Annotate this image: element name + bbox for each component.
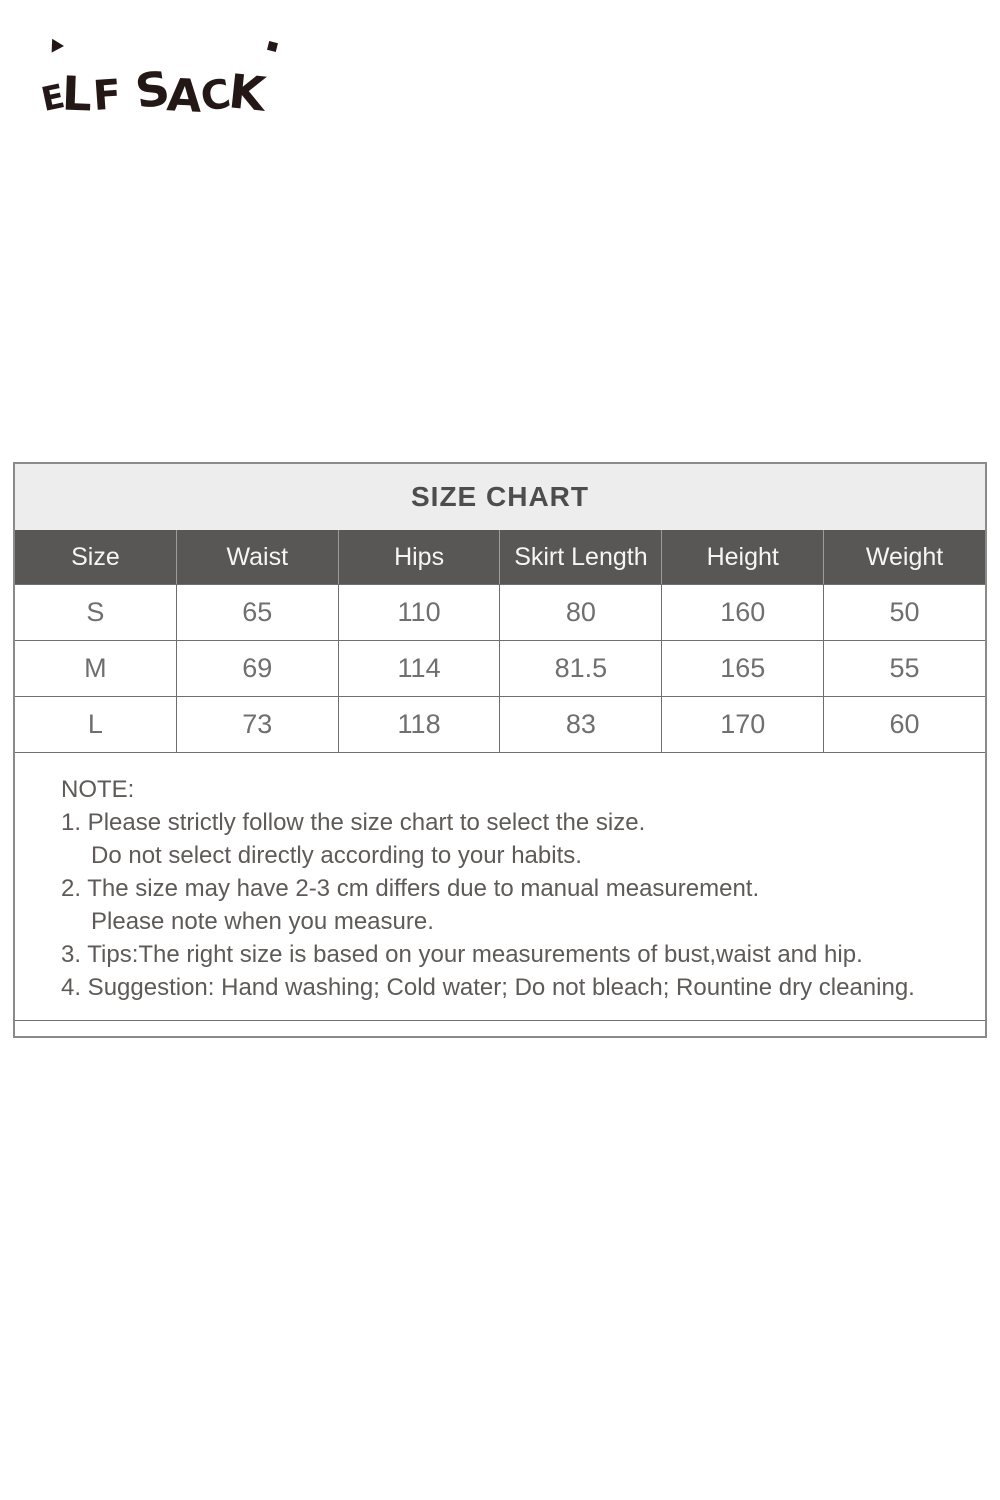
logo-accent-triangle-icon	[46, 35, 64, 52]
note-line: 4. Suggestion: Hand washing; Cold water; Do not bleach; Rountine dry cleaning.	[61, 974, 915, 1001]
cell-waist: 65	[176, 585, 338, 640]
logo-letter: L	[60, 66, 93, 123]
cell-waist: 73	[176, 697, 338, 752]
note-line: 3. Tips:The right size is based on your measurements of bust,waist and hip.	[61, 941, 863, 968]
logo-accent-dot-icon	[267, 41, 278, 52]
size-chart-title: SIZE CHART	[15, 464, 985, 530]
note-heading: NOTE:	[61, 776, 135, 803]
logo-letter: K	[225, 64, 268, 123]
cell-skirt-length: 83	[499, 697, 661, 752]
size-chart-table	[13, 462, 987, 1038]
note-line: 1. Please strictly follow the size chart to select the size.	[61, 809, 646, 836]
cell-weight: 60	[823, 697, 985, 752]
cell-height: 160	[661, 585, 823, 640]
cell-weight: 55	[823, 641, 985, 696]
column-header-height: Height	[661, 530, 823, 584]
elf-sack-logo	[37, 46, 268, 123]
column-header-weight: Weight	[823, 530, 985, 584]
table-row-m	[15, 640, 985, 696]
table-row-l	[15, 696, 985, 752]
empty-bottom-row	[15, 1020, 985, 1036]
cell-skirt-length: 80	[499, 585, 661, 640]
column-header-hips: Hips	[338, 530, 500, 584]
cell-size: L	[87, 709, 103, 739]
table-row-s	[15, 584, 985, 640]
logo-letter: F	[90, 70, 123, 120]
cell-hips: 118	[338, 697, 500, 752]
cell-hips: 110	[338, 585, 500, 640]
cell-height: 165	[661, 641, 823, 696]
logo-letter: E	[37, 76, 68, 119]
note-line: Do not select directly according to your habits.	[91, 842, 582, 869]
logo-letter: S	[131, 60, 173, 121]
table-header-row	[15, 530, 985, 584]
cell-weight: 50	[823, 585, 985, 640]
logo-letter: C	[197, 70, 235, 122]
note-line: Please note when you measure.	[91, 908, 434, 935]
note-line: 2. The size may have 2-3 cm differs due to manual measurement.	[61, 875, 760, 902]
note-section	[15, 752, 985, 1020]
cell-skirt-length: 81.5	[499, 641, 661, 696]
column-header-size: Size	[71, 542, 120, 571]
column-header-skirt-length: Skirt Length	[499, 530, 661, 584]
cell-size: M	[84, 653, 107, 683]
logo-letter: A	[165, 68, 204, 123]
cell-size: S	[86, 597, 105, 627]
cell-height: 170	[661, 697, 823, 752]
cell-waist: 69	[176, 641, 338, 696]
cell-hips: 114	[338, 641, 500, 696]
column-header-waist: Waist	[176, 530, 338, 584]
